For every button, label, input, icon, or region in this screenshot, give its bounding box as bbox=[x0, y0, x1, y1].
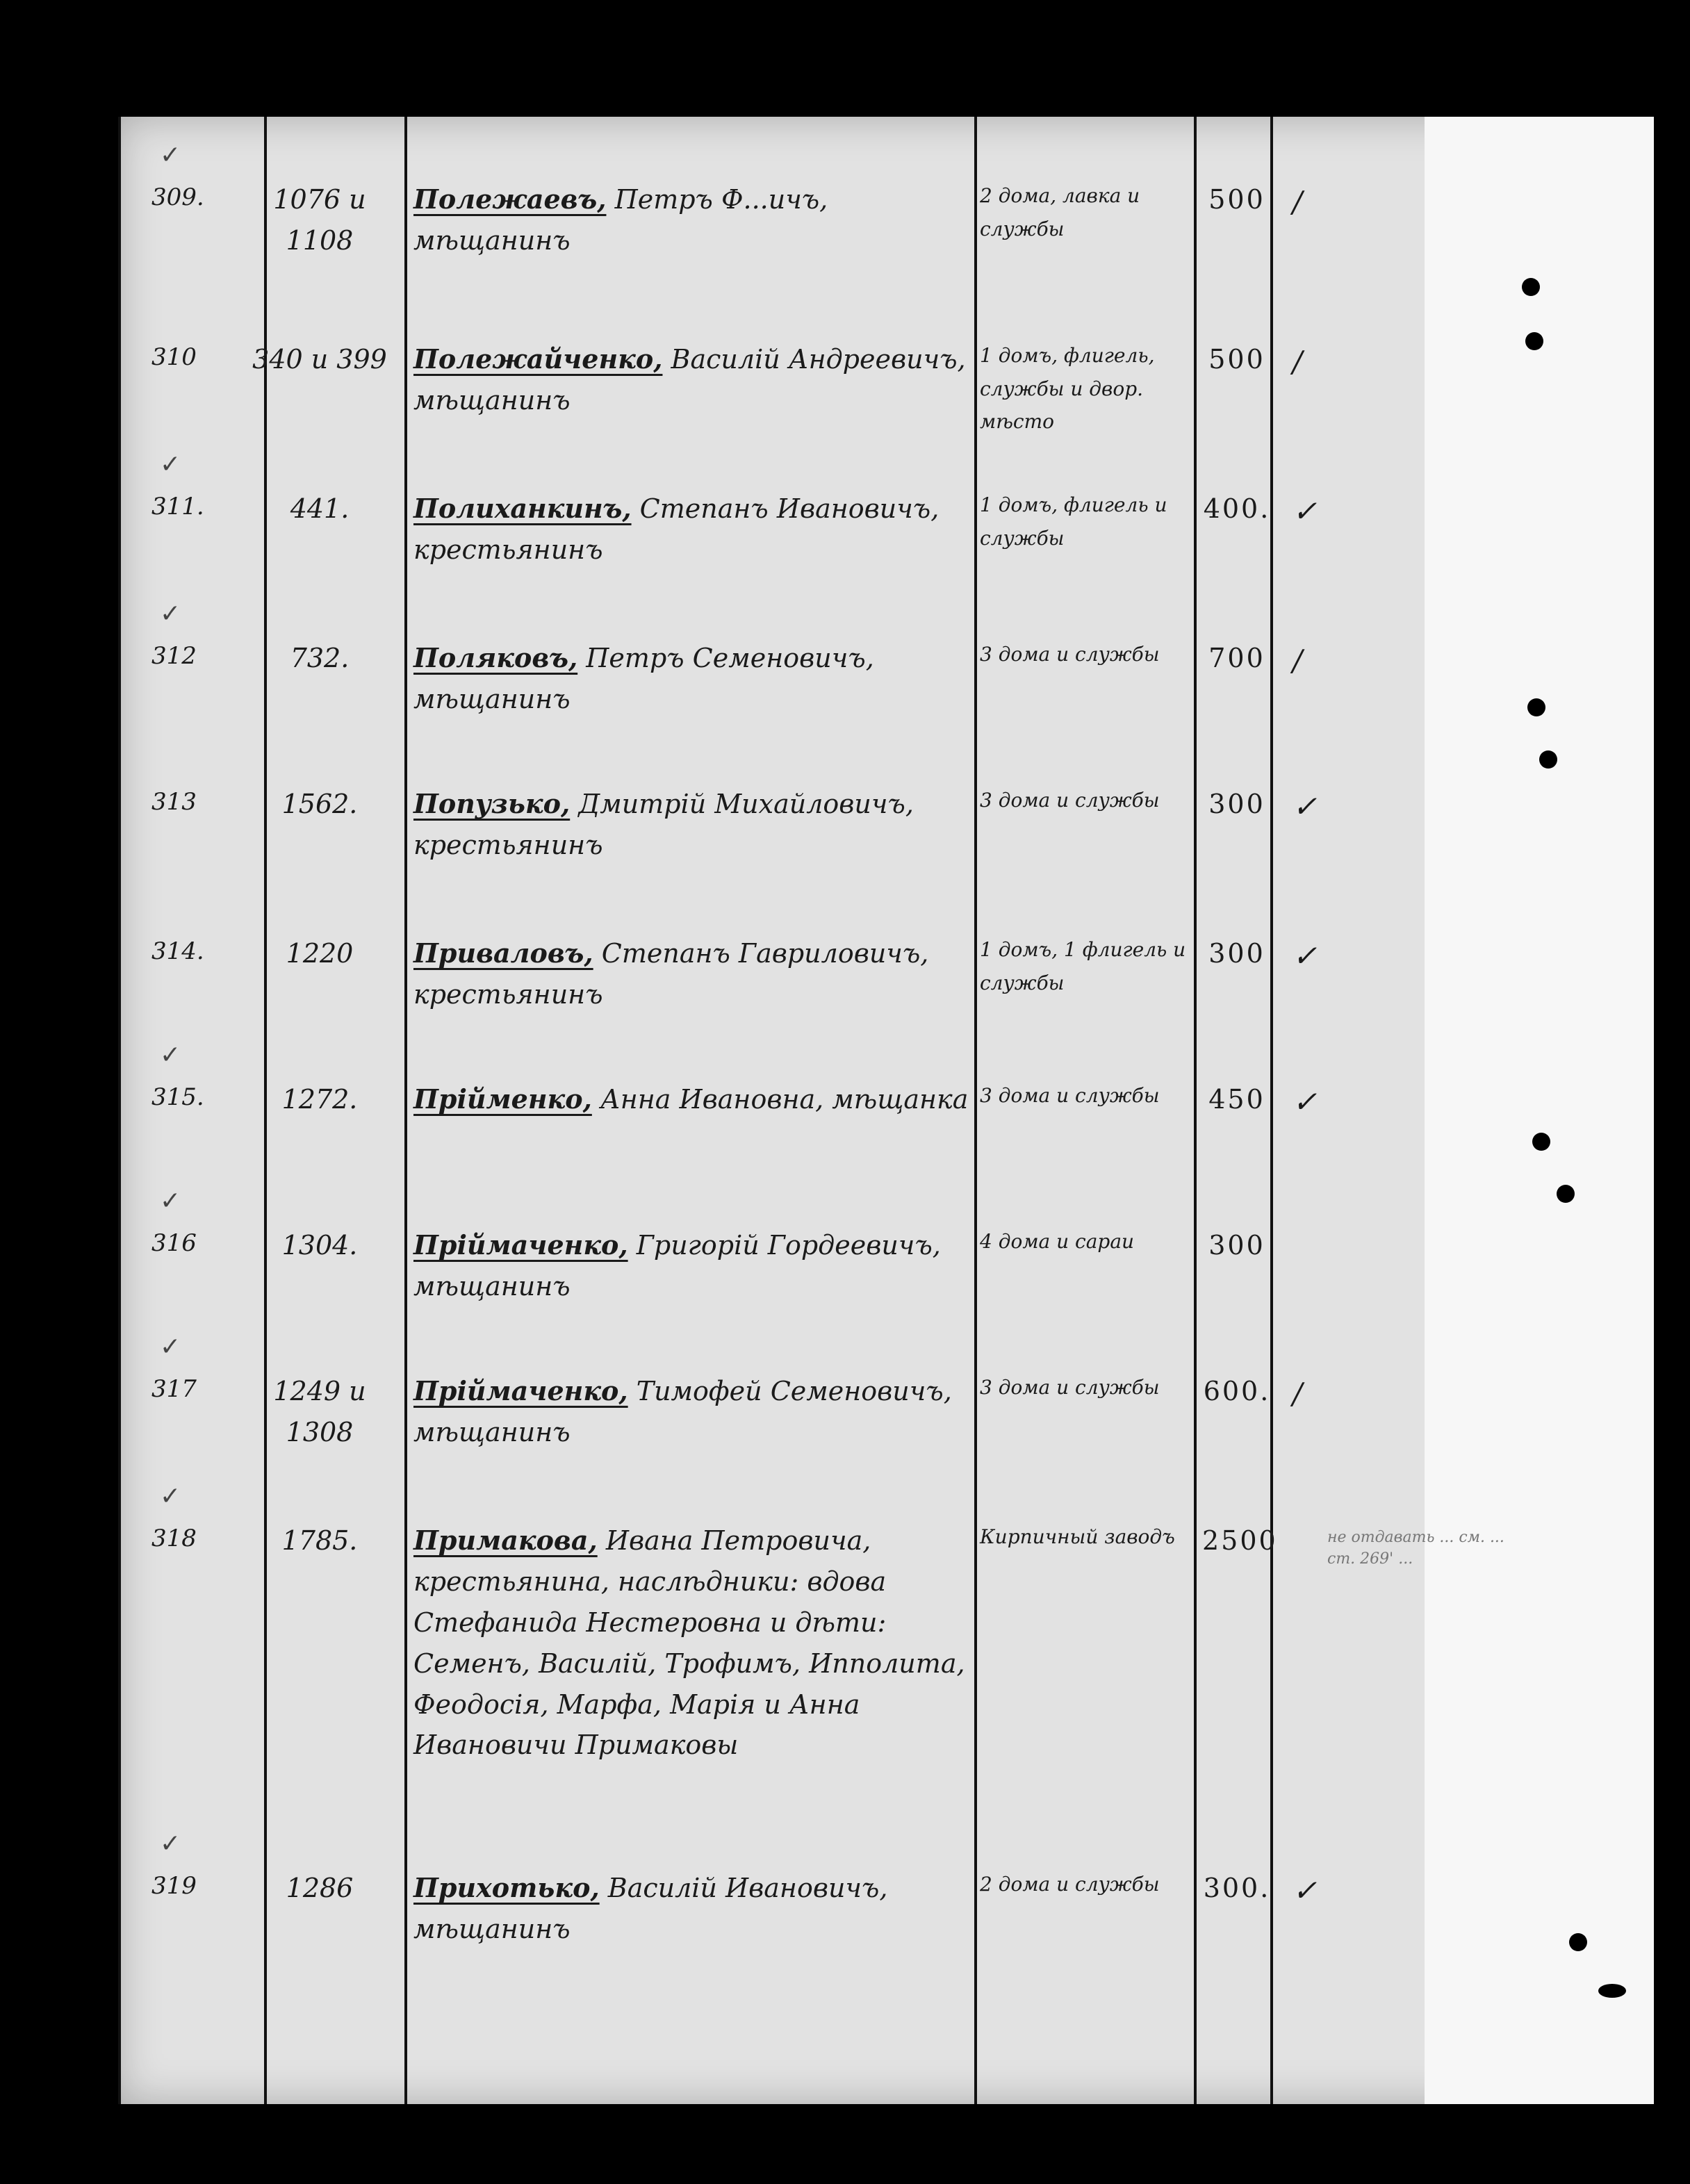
check-mark: ✓ bbox=[160, 1187, 181, 1215]
property-value: 300 bbox=[1208, 1230, 1265, 1261]
plot-number: 1076 и 1108 bbox=[273, 184, 366, 256]
plot-number: 1785. bbox=[281, 1525, 358, 1556]
plot-number: 1286 bbox=[286, 1873, 354, 1903]
property-value: 400. bbox=[1203, 493, 1271, 524]
owner-name: Полиханкинъ, Степанъ Ивановичъ, крестьянинъ bbox=[413, 493, 940, 565]
row-number: 314. bbox=[151, 937, 204, 965]
owner-name: Попузько, Дмитрій Михайловичъ, крестьянинъ bbox=[413, 788, 914, 860]
plot-number: 340 и 399 bbox=[252, 344, 387, 375]
ink-blot bbox=[1525, 332, 1543, 350]
row-number: 316 bbox=[151, 1229, 197, 1257]
audit-mark: ✓ bbox=[1293, 1085, 1318, 1119]
ink-blot bbox=[1557, 1185, 1575, 1203]
owner-name: Прихотько, Василій Ивановичъ, мѣщанинъ bbox=[413, 1872, 888, 1944]
owner-name: Прійменко, Анна Ивановна, мѣщанка bbox=[413, 1083, 969, 1115]
ink-blot bbox=[1569, 1933, 1587, 1951]
property-description: 3 дома и службы bbox=[980, 789, 1160, 812]
owner-name: Пріймаченко, Григорій Гордеевичъ, мѣщанинъ bbox=[413, 1229, 941, 1302]
check-mark: ✓ bbox=[160, 1830, 181, 1858]
property-description: 3 дома и службы bbox=[980, 643, 1160, 666]
audit-mark: / bbox=[1293, 345, 1303, 379]
property-value: 500 bbox=[1208, 184, 1265, 215]
property-description: 1 домъ, 1 флигель и службы bbox=[980, 938, 1186, 994]
audit-mark: ✓ bbox=[1293, 939, 1318, 973]
property-description: Кирпичный заводъ bbox=[980, 1525, 1175, 1548]
property-value: 300. bbox=[1203, 1873, 1271, 1903]
audit-mark: ✓ bbox=[1293, 789, 1318, 823]
audit-mark: ✓ bbox=[1293, 494, 1318, 528]
property-value: 500 bbox=[1208, 344, 1265, 375]
property-value: 300 bbox=[1208, 789, 1265, 819]
ink-blot bbox=[1532, 1133, 1550, 1151]
audit-mark: / bbox=[1293, 185, 1303, 219]
audit-mark: / bbox=[1293, 643, 1303, 678]
plot-number: 1562. bbox=[281, 789, 358, 819]
property-description: 4 дома и сараи bbox=[980, 1230, 1135, 1253]
check-mark: ✓ bbox=[160, 1333, 181, 1361]
ink-blot bbox=[1522, 278, 1540, 296]
row-number: 319 bbox=[151, 1872, 197, 1900]
owner-name: Примакова, Ивана Петровича, крестьянина, наслѣдники: вдова Стефанида Нестеровна и дѣти: Семенъ, Василій, Трофимъ, Ипполита, Феодосія, Марфа, Марія и Анна Ивановичи Примаковы bbox=[413, 1525, 965, 1761]
property-description: 1 домъ, флигель и службы bbox=[980, 493, 1167, 550]
property-description: 3 дома и службы bbox=[980, 1084, 1160, 1107]
ink-blot bbox=[1598, 1984, 1626, 1998]
owner-name: Пріймаченко, Тимофей Семеновичъ, мѣщанинъ bbox=[413, 1375, 952, 1447]
check-mark: ✓ bbox=[160, 141, 181, 170]
owner-name: Приваловъ, Степанъ Гавриловичъ, крестьянинъ bbox=[413, 937, 929, 1010]
audit-mark: ✓ bbox=[1293, 1873, 1318, 1907]
row-number: 309. bbox=[151, 183, 204, 211]
row-number: 318 bbox=[151, 1525, 197, 1552]
owner-name: Полежайченко, Василій Андреевичъ, мѣщанинъ bbox=[413, 343, 966, 416]
row-number: 310 bbox=[151, 343, 197, 371]
property-value: 700 bbox=[1208, 643, 1265, 673]
plot-number: 1220 bbox=[286, 938, 354, 969]
register-table bbox=[118, 117, 1654, 2104]
plot-number: 1272. bbox=[281, 1084, 358, 1115]
property-description: 2 дома, лавка и службы bbox=[980, 184, 1140, 240]
row-number: 312 bbox=[151, 642, 197, 670]
property-description: 1 домъ, флигель, службы и двор. мѣсто bbox=[980, 344, 1155, 434]
owner-name: Поляковъ, Петръ Семеновичъ, мѣщанинъ bbox=[413, 642, 874, 714]
property-description: 3 дома и службы bbox=[980, 1376, 1160, 1399]
row-number: 311. bbox=[151, 493, 204, 520]
plot-number: 1249 и 1308 bbox=[273, 1376, 366, 1447]
property-value: 300 bbox=[1208, 938, 1265, 969]
check-mark: ✓ bbox=[160, 1041, 181, 1069]
row-number: 313 bbox=[151, 788, 197, 816]
check-mark: ✓ bbox=[160, 1482, 181, 1511]
row-number: 317 bbox=[151, 1375, 197, 1403]
property-value: 450 bbox=[1208, 1084, 1265, 1115]
property-value: 2500 bbox=[1202, 1525, 1278, 1556]
property-value: 600. bbox=[1203, 1376, 1271, 1406]
row-number: 315. bbox=[151, 1083, 204, 1111]
margin-note: не отдавать ... см. ... ст. 269' ... bbox=[1327, 1529, 1504, 1568]
audit-mark: / bbox=[1293, 1377, 1303, 1411]
check-mark: ✓ bbox=[160, 450, 181, 479]
plot-number: 732. bbox=[290, 643, 350, 673]
ink-blot bbox=[1539, 750, 1557, 769]
property-description: 2 дома и службы bbox=[980, 1873, 1160, 1896]
ink-blot bbox=[1527, 698, 1545, 716]
check-mark: ✓ bbox=[160, 600, 181, 628]
owner-name: Полежаевъ, Петръ Ф...ичъ, мѣщанинъ bbox=[413, 183, 828, 256]
plot-number: 441. bbox=[290, 493, 350, 524]
plot-number: 1304. bbox=[281, 1230, 358, 1261]
